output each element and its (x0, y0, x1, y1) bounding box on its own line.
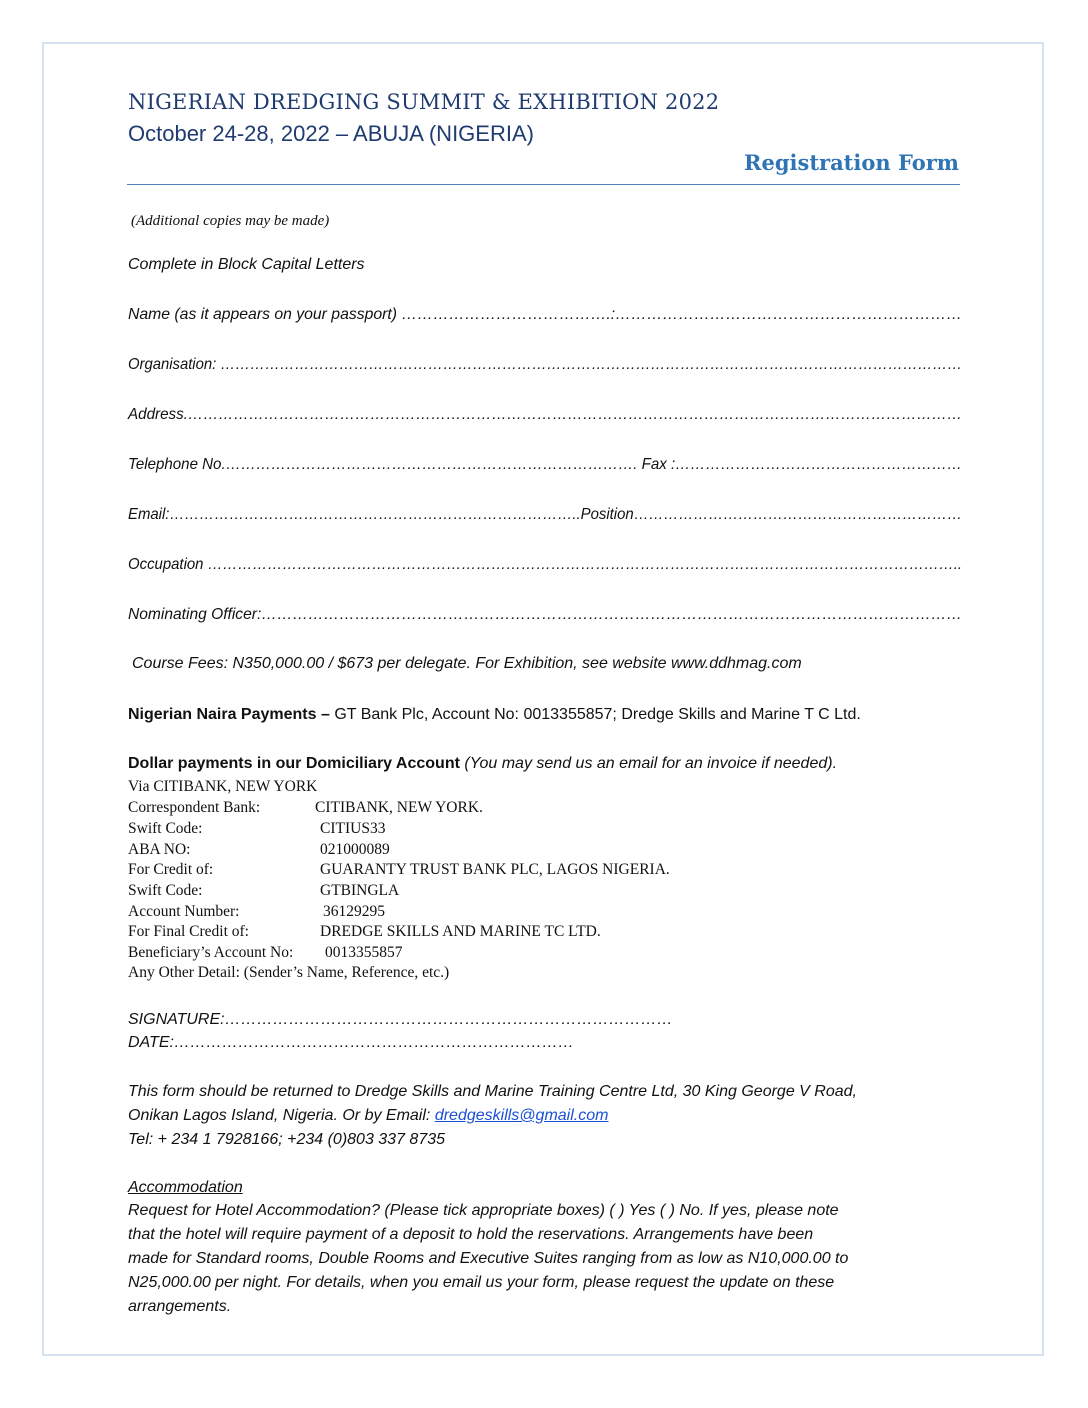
copies-note: (Additional copies may be made) (131, 213, 330, 229)
bank-label: Account Number: (128, 903, 240, 920)
nominating-officer-field: Nominating Officer:……………………………………………………………………………………………………………………… (128, 606, 962, 623)
bank-label: Correspondent Bank: (128, 799, 261, 816)
organisation-field: Organisation: …………………………………………………………………………………………………………………………………… (128, 356, 963, 373)
bank-value: GTBINGLA (320, 882, 400, 899)
bank-label: Beneficiary’s Account No: (128, 944, 294, 961)
bank-value: DREDGE SKILLS AND MARINE TC LTD. (320, 923, 601, 940)
bank-value: 021000089 (320, 841, 390, 858)
date-field: DATE:………………………………………………………………… (128, 1034, 574, 1051)
accommodation-line: Request for Hotel Accommodation? (Please tick appropriate boxes) ( ) Yes ( ) No. If yes, please note (128, 1202, 839, 1219)
accommodation-heading: Accommodation (128, 1179, 243, 1196)
accommodation-line: arrangements. (128, 1298, 232, 1315)
return-address-line1: This form should be returned to Dredge Skills and Marine Training Centre Ltd, 30 King George V Road, (128, 1083, 857, 1100)
bank-label: For Credit of: (128, 861, 214, 878)
bank-value: 0013355857 (325, 944, 403, 961)
dollar-payments-heading (128, 755, 837, 773)
return-address-text: Onikan Lagos Island, Nigeria. Or by Email: (128, 1107, 435, 1124)
accommodation-line: N25,000.00 per night. For details, when you email us your form, please request the update on these (128, 1274, 835, 1291)
bank-label: Swift Code: (128, 820, 203, 837)
bank-label: ABA NO: (128, 841, 191, 858)
course-fees: Course Fees: N350,000.00 / $673 per delegate. For Exhibition, see website www.ddhmag.com (132, 655, 802, 672)
dollar-payments-label: Dollar payments in our Domiciliary Account (128, 755, 460, 772)
bank-label: Swift Code: (128, 882, 203, 899)
bank-value: CITIUS33 (320, 820, 386, 837)
bank-value: CITIBANK, NEW YORK. (315, 799, 483, 816)
bank-value: 36129295 (323, 903, 385, 920)
name-field: Name (as it appears on your passport) ………………………………….:………………………………………………………… (128, 306, 963, 323)
event-title: NIGERIAN DREDGING SUMMIT & EXHIBITION 2022 (128, 90, 720, 114)
telephone-fax-field: Telephone No.………………………………………………………………………. Fax :………………………………………………… (128, 456, 963, 473)
email-link[interactable]: dredgeskills@gmail.com (434, 1107, 609, 1124)
accommodation-line: made for Standard rooms, Double Rooms and Executive Suites ranging from as low as N10,000.00 to (128, 1250, 849, 1267)
header-divider (127, 184, 960, 185)
naira-payments-details: GT Bank Plc, Account No: 0013355857; Dredge Skills and Marine T C Ltd. (329, 706, 861, 723)
telephone-numbers: Tel: + 234 1 7928166; +234 (0)803 337 8735 (128, 1131, 446, 1148)
event-dates-location: October 24-28, 2022 – ABUJA (NIGERIA) (128, 121, 534, 146)
other-detail: Any Other Detail: (Sender’s Name, Reference, etc.) (128, 964, 450, 981)
page-border (42, 42, 1044, 1356)
occupation-field: Occupation …………………………………………………………………………………………………………………………………….. (128, 556, 963, 573)
bank-value: GUARANTY TRUST BANK PLC, LAGOS NIGERIA. (320, 861, 670, 878)
signature-field: SIGNATURE:………………………………………………………………………… (128, 1011, 673, 1028)
naira-payments (128, 706, 861, 724)
address-field: Address.……………………………………………………………………………………………………………………………………… (128, 406, 963, 423)
via-bank: Via CITIBANK, NEW YORK (128, 778, 318, 795)
form-title: Registration Form (744, 150, 959, 175)
naira-payments-label: Nigerian Naira Payments – (128, 706, 330, 723)
accommodation-line: that the hotel will require payment of a deposit to hold the reservations. Arrangements have been (128, 1226, 814, 1243)
dollar-payments-note: (You may send us an email for an invoice if needed). (459, 755, 838, 772)
bank-label: For Final Credit of: (128, 923, 249, 940)
instruction-text: Complete in Block Capital Letters (128, 256, 365, 273)
return-address-line2 (128, 1107, 608, 1125)
email-position-field: Email:………………………………………………………………………..Position………………………………………………………… (128, 506, 962, 523)
